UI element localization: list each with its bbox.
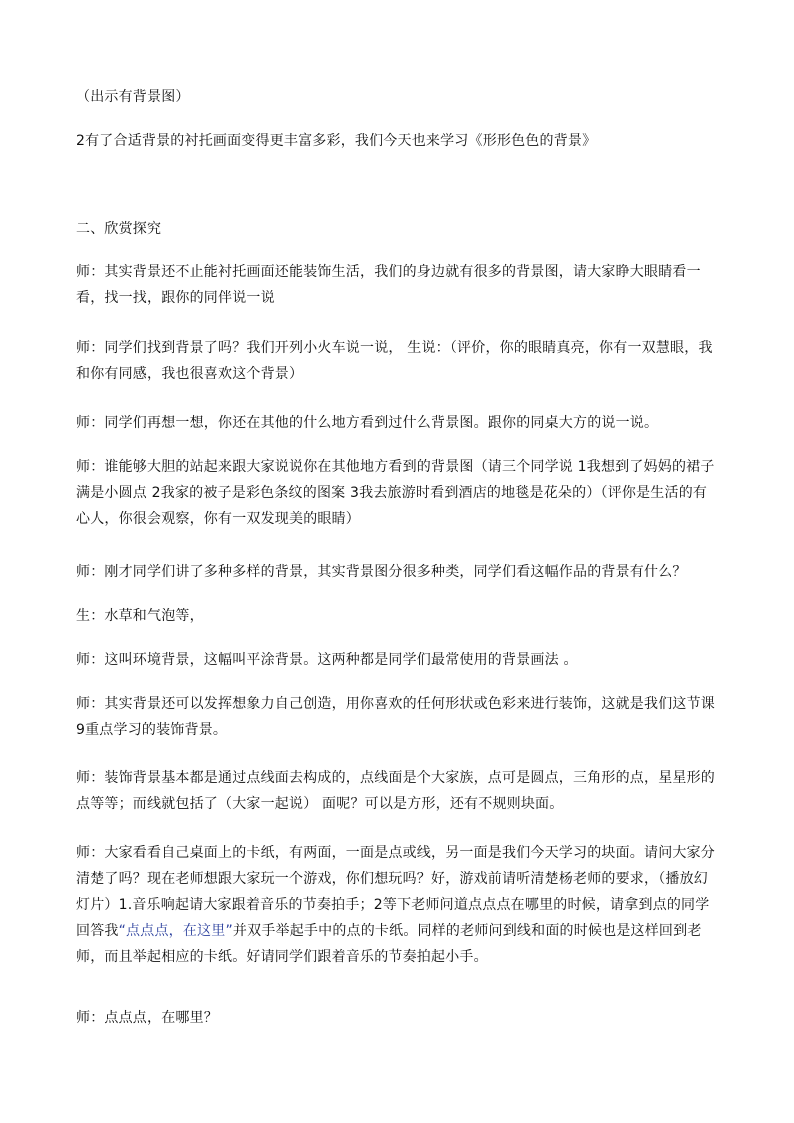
paragraph-teacher-10: 师：点点点，在哪里？ xyxy=(76,1010,218,1026)
paragraph-teacher-3: 师：同学们再想一想，你还在其他的什么地方看到过什么背景图。跟你的同桌大方的说一说。 xyxy=(76,415,659,431)
paragraph-intro: 2有了合适背景的衬托画面变得更丰富多彩，我们今天也来学习《形形色色的背景》 xyxy=(76,133,597,149)
paragraph-teacher-6: 师：这叫环境背景，这幅叫平涂背景。这两种都是同学们最常使用的背景画法 。 xyxy=(76,652,578,668)
paragraph-student: 生：水草和气泡等， xyxy=(76,608,204,624)
section-heading: 二、欣赏探究 xyxy=(76,221,162,237)
paragraph-teacher-2: 师：同学们找到背景了吗？我们开列小火车说一说， 生说：（评价，你的眼睛真亮，你有一双慧眼，我和你有同感，我也很喜欢这个背景） xyxy=(76,340,713,382)
paragraph-teacher-8: 师：装饰背景基本都是通过点线面去构成的，点线面是个大家族，点可是圆点，三角形的点，星星形的点等等；而线就包括了（大家一起说） 面呢？可以是方形，还有不规则块面。 xyxy=(76,770,715,812)
paragraph-teacher-7: 师：其实背景还可以发挥想象力自己创造，用你喜欢的任何形状或色彩来进行装饰，这就是我们这节课 9重点学习的装饰背景。 xyxy=(76,696,715,738)
paragraph-text-before: 师：大家看看自己桌面上的卡纸，有两面，一面是点或线，另一面是我们今天学习的块面。请问大家分清楚了吗？现在老师想跟大家玩一个游戏，你们想玩吗？好，游戏前请听清楚杨老师的要求，（播放幻灯片）1.音乐响起请大家跟着音乐的节奏拍手；2等下老师问道点点点在哪里的时候，请拿到点的同学回答我 xyxy=(76,845,715,939)
paragraph-teacher-1: 师：其实背景还不止能衬托画面还能装饰生活，我们的身边就有很多的背景图，请大家睁大眼睛看一看，找一找，跟你的同伴说一说 xyxy=(76,264,701,306)
paragraph-teacher-4: 师：谁能够大胆的站起来跟大家说说你在其他地方看到的背景图（请三个同学说 1我想到了妈妈的裙子满是小圆点 2我家的被子是彩色条纹的图案 3我去旅游时看到酒店的地毯是花朵的）（评你是生活的有心人，你很会观察，你有一双发现美的眼睛） xyxy=(76,459,715,527)
paragraph-teacher-5: 师：刚才同学们讲了多种多样的背景，其实背景图分很多种类，同学们看这幅作品的背景有什么？ xyxy=(76,564,687,580)
paragraph-text-after: 并双手举起手中的点的卡纸。同样的老师问到线和面的时候也是这样回到老师，而且举起相应的卡纸。好请同学们跟着音乐的节奏拍起小手。 xyxy=(76,923,702,965)
paragraph-show-image: （出示有背景图） xyxy=(76,89,190,105)
paragraph-teacher-9 xyxy=(76,840,721,970)
highlighted-quote: “点点点，在这里” xyxy=(118,923,233,939)
